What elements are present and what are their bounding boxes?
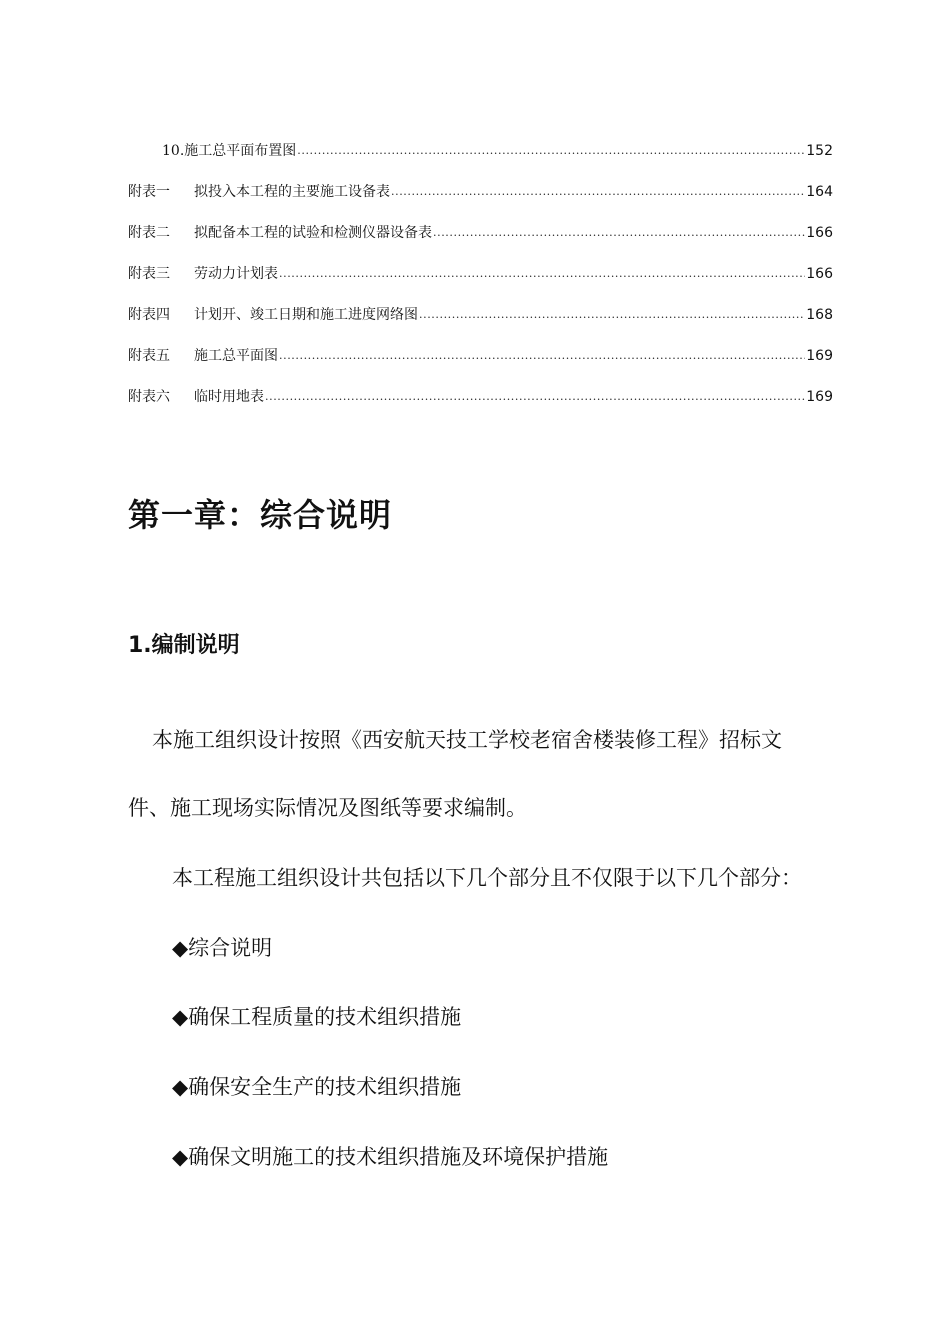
toc-entry-page: 152 [806, 143, 833, 159]
toc-entry[interactable] [128, 288, 833, 329]
toc-entry-page: 166 [806, 225, 833, 241]
toc-entry-page: 169 [806, 348, 833, 364]
body-paragraph-line: 件、施工现场实际情况及图纸等要求编制。 [128, 796, 527, 820]
toc-entry-prefix: 附表三 [128, 266, 170, 282]
toc-entry-page: 169 [806, 389, 833, 405]
toc-entry-prefix: 附表六 [128, 389, 170, 405]
body-paragraph: 本工程施工组织设计共包括以下几个部分且不仅限于以下几个部分： [172, 866, 802, 890]
toc-entry-title: 临时用地表 [194, 389, 264, 405]
toc-entry-title: 计划开、竣工日期和施工进度网络图 [194, 307, 418, 323]
toc-entry-title: 劳动力计划表 [194, 266, 278, 282]
toc-leader-dots [278, 260, 805, 288]
toc-leader-dots [264, 383, 805, 411]
toc-entry[interactable] [128, 206, 833, 247]
toc-entry[interactable] [128, 124, 833, 165]
section-heading: 1.编制说明 [128, 633, 240, 658]
table-of-contents [128, 124, 833, 411]
bullet-item: ◆综合说明 [172, 936, 273, 960]
toc-entry-page: 166 [806, 266, 833, 282]
chapter-heading: 第一章：综合说明 [128, 496, 393, 534]
toc-entry[interactable] [128, 370, 833, 411]
toc-entry-prefix: 附表四 [128, 307, 170, 323]
toc-entry[interactable] [128, 165, 833, 206]
toc-entry-title: 施工总平面图 [194, 348, 278, 364]
bullet-item: ◆确保文明施工的技术组织措施及环境保护措施 [172, 1145, 609, 1169]
toc-entry-page: 164 [806, 184, 833, 200]
body-paragraph-line: 本施工组织设计按照《西安航天技工学校老宿舍楼装修工程》招标文 [152, 728, 782, 752]
toc-entry-prefix: 附表二 [128, 225, 170, 241]
toc-entry-prefix: 附表一 [128, 184, 170, 200]
toc-entry-page: 168 [806, 307, 833, 323]
toc-entry[interactable] [128, 247, 833, 288]
bullet-item: ◆确保工程质量的技术组织措施 [172, 1005, 462, 1029]
toc-leader-dots [278, 342, 805, 370]
toc-leader-dots [296, 137, 805, 165]
toc-leader-dots [390, 178, 805, 206]
toc-entry-title: 拟投入本工程的主要施工设备表 [194, 184, 390, 200]
bullet-item: ◆确保安全生产的技术组织措施 [172, 1075, 462, 1099]
toc-leader-dots [418, 301, 805, 329]
toc-entry[interactable] [128, 329, 833, 370]
toc-entry-prefix: 附表五 [128, 348, 170, 364]
toc-entry-title: 10.施工总平面布置图 [162, 143, 297, 159]
toc-entry-title: 拟配备本工程的试验和检测仪器设备表 [194, 225, 432, 241]
toc-leader-dots [432, 219, 805, 247]
